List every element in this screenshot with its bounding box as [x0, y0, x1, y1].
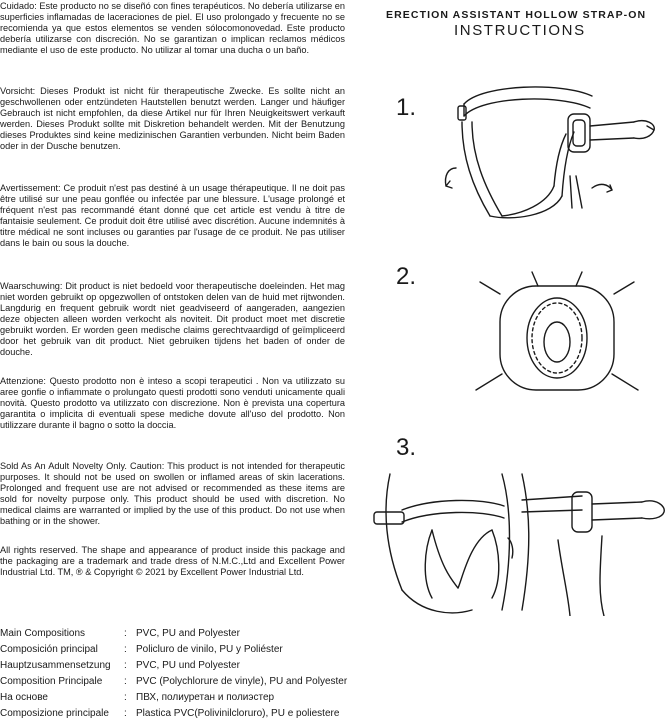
composition-label: Composition Principale	[0, 676, 103, 687]
warning-dutch: Waarschuwing: Dit product is niet bedoeld voor therapeutische doeleinden. Het mag niet worden gebruikt op opgezwollen of ontstoken delen van de huid met rijtwonden. Langdurig en frequent gebruik wordt niet geadviseerd of aangeraden, aangezien deze objecten alleen worden verkocht als noviteit. Dit product moet met discretie gebruikt worden. Er worden geen medische claims gerechtvaardigd of geïmpliceerd door het gebruik van dit product. Niet gebruiken tijdens het baden of onder de douche.	[0, 281, 345, 357]
warning-french: Avertissement: Ce produit n'est pas destiné à un usage thérapeutique. Il ne doit pas être utilisé sur une peau gonflée ou infectée par une blessure. L'usage prolongé et fréquent n'est pas recommandé étant donné que cet article est vendu à titre de fantaisie seulement. Ce produit doit être utilisé avec discrétion. Aucune indemnités à titre médical ne sont incluses ou garanties par l'usage de ce produit. Ne pas utiliser dans le bain ou sous la douche.	[0, 183, 345, 248]
step-3-wearing-illustration	[372, 470, 668, 616]
warning-spanish: Cuidado: Este producto no se diseñó con fines terapéuticos. No debería utilizarse en superficies inflamadas de laceraciones de piel. El uso prolongado y frecuente no se recomienda ya que estos elementos se venden sólocomonovedad. Este producto debería utilizarse con discreción. No se garantizan o implican reclamos médicos mediante el uso de este producto. No utilizar al tomar una ducha o un baño.	[0, 1, 345, 55]
instructions-heading: INSTRUCTIONS	[454, 22, 586, 39]
composition-value: Plastica PVC(Polivinilcloruro), PU e poliestere	[136, 708, 340, 719]
warning-english: Sold As An Adult Novelty Only. Caution: This product is not intended for therapeutic purposes. It should not be used on swollen or inflamed areas of skin lacerations. Prolonged and frequent use are not advised or recommended as these items are sold for novelty purpose only. This product should be used with discretion. No medical claims are warranted or implied by the use of this product. Do not use when bathing or in the shower.	[0, 461, 345, 526]
composition-value: Policluro de vinilo, PU y Poliéster	[136, 644, 283, 655]
composition-value: PVC, PU and Polyester	[136, 628, 240, 639]
composition-value: PVC (Polychlorure de vinyle), PU and Polyester	[136, 676, 348, 687]
product-title: ERECTION ASSISTANT HOLLOW STRAP-ON	[386, 9, 647, 21]
composition-colon: :	[124, 644, 127, 655]
composition-label: Composizione principale	[0, 708, 109, 719]
composition-value: ПВХ, полиуретан и полиэстер	[136, 692, 275, 703]
composition-label: Hauptzusammensetzung	[0, 660, 111, 671]
composition-label: На основе	[0, 692, 48, 703]
step-1-harness-illustration	[442, 76, 664, 226]
copyright-notice: All rights reserved. The shape and appearance of product inside this package and the packaging are a trademark and trade dress of N.M.C.,Ltd and Excellent Power Industrial Ltd. TM, ® & Copyright © 2021 by Excellent Power Industrial Ltd.	[0, 545, 345, 577]
step-3-number: 3.	[396, 434, 417, 461]
warning-german: Vorsicht: Dieses Produkt ist nicht für therapeutische Zwecke. Es sollte nicht an geschwollenen oder entzündeten Hautstellen benutzt werden. Langer und häufiger Gebrauch ist nicht empfohlen, da diese Artikel nur für Ihren Neuigkeitswert verkauft werden. Dieses Produkt sollte mit Diskretion behandelt werden. Mit der Benutzung dieses Produktes sind keine medizinischen Garantien verbunden. Nicht beim Baden oder in der Dusche benutzen.	[0, 86, 345, 151]
composition-label: Composición principal	[0, 644, 98, 655]
composition-colon: :	[124, 660, 127, 671]
composition-label: Main Compositions	[0, 628, 86, 639]
composition-colon: :	[124, 692, 127, 703]
step-1-number: 1.	[396, 94, 417, 121]
instructions-panel	[372, 0, 668, 620]
step-2-number: 2.	[396, 263, 417, 290]
warning-italian: Attenzione: Questo prodotto non è inteso a scopi terapeutici . Non va utilizzato su aree gonfie o infiammate o prolungato questi prodotti sono venduti unicamente quali novità. Questo prodotto va utilizzato con discrezione. Non è prevista una copertura garantita o implicita di eventuali spese mediche dovute all'uso del prodotto. Non utilizzare durante il bagno o sotto la doccia.	[0, 376, 345, 430]
composition-colon: :	[124, 628, 127, 639]
composition-colon: :	[124, 708, 127, 719]
composition-colon: :	[124, 676, 127, 687]
step-2-ring-illustration	[472, 270, 642, 410]
composition-value: PVC, PU und Polyester	[136, 660, 240, 671]
